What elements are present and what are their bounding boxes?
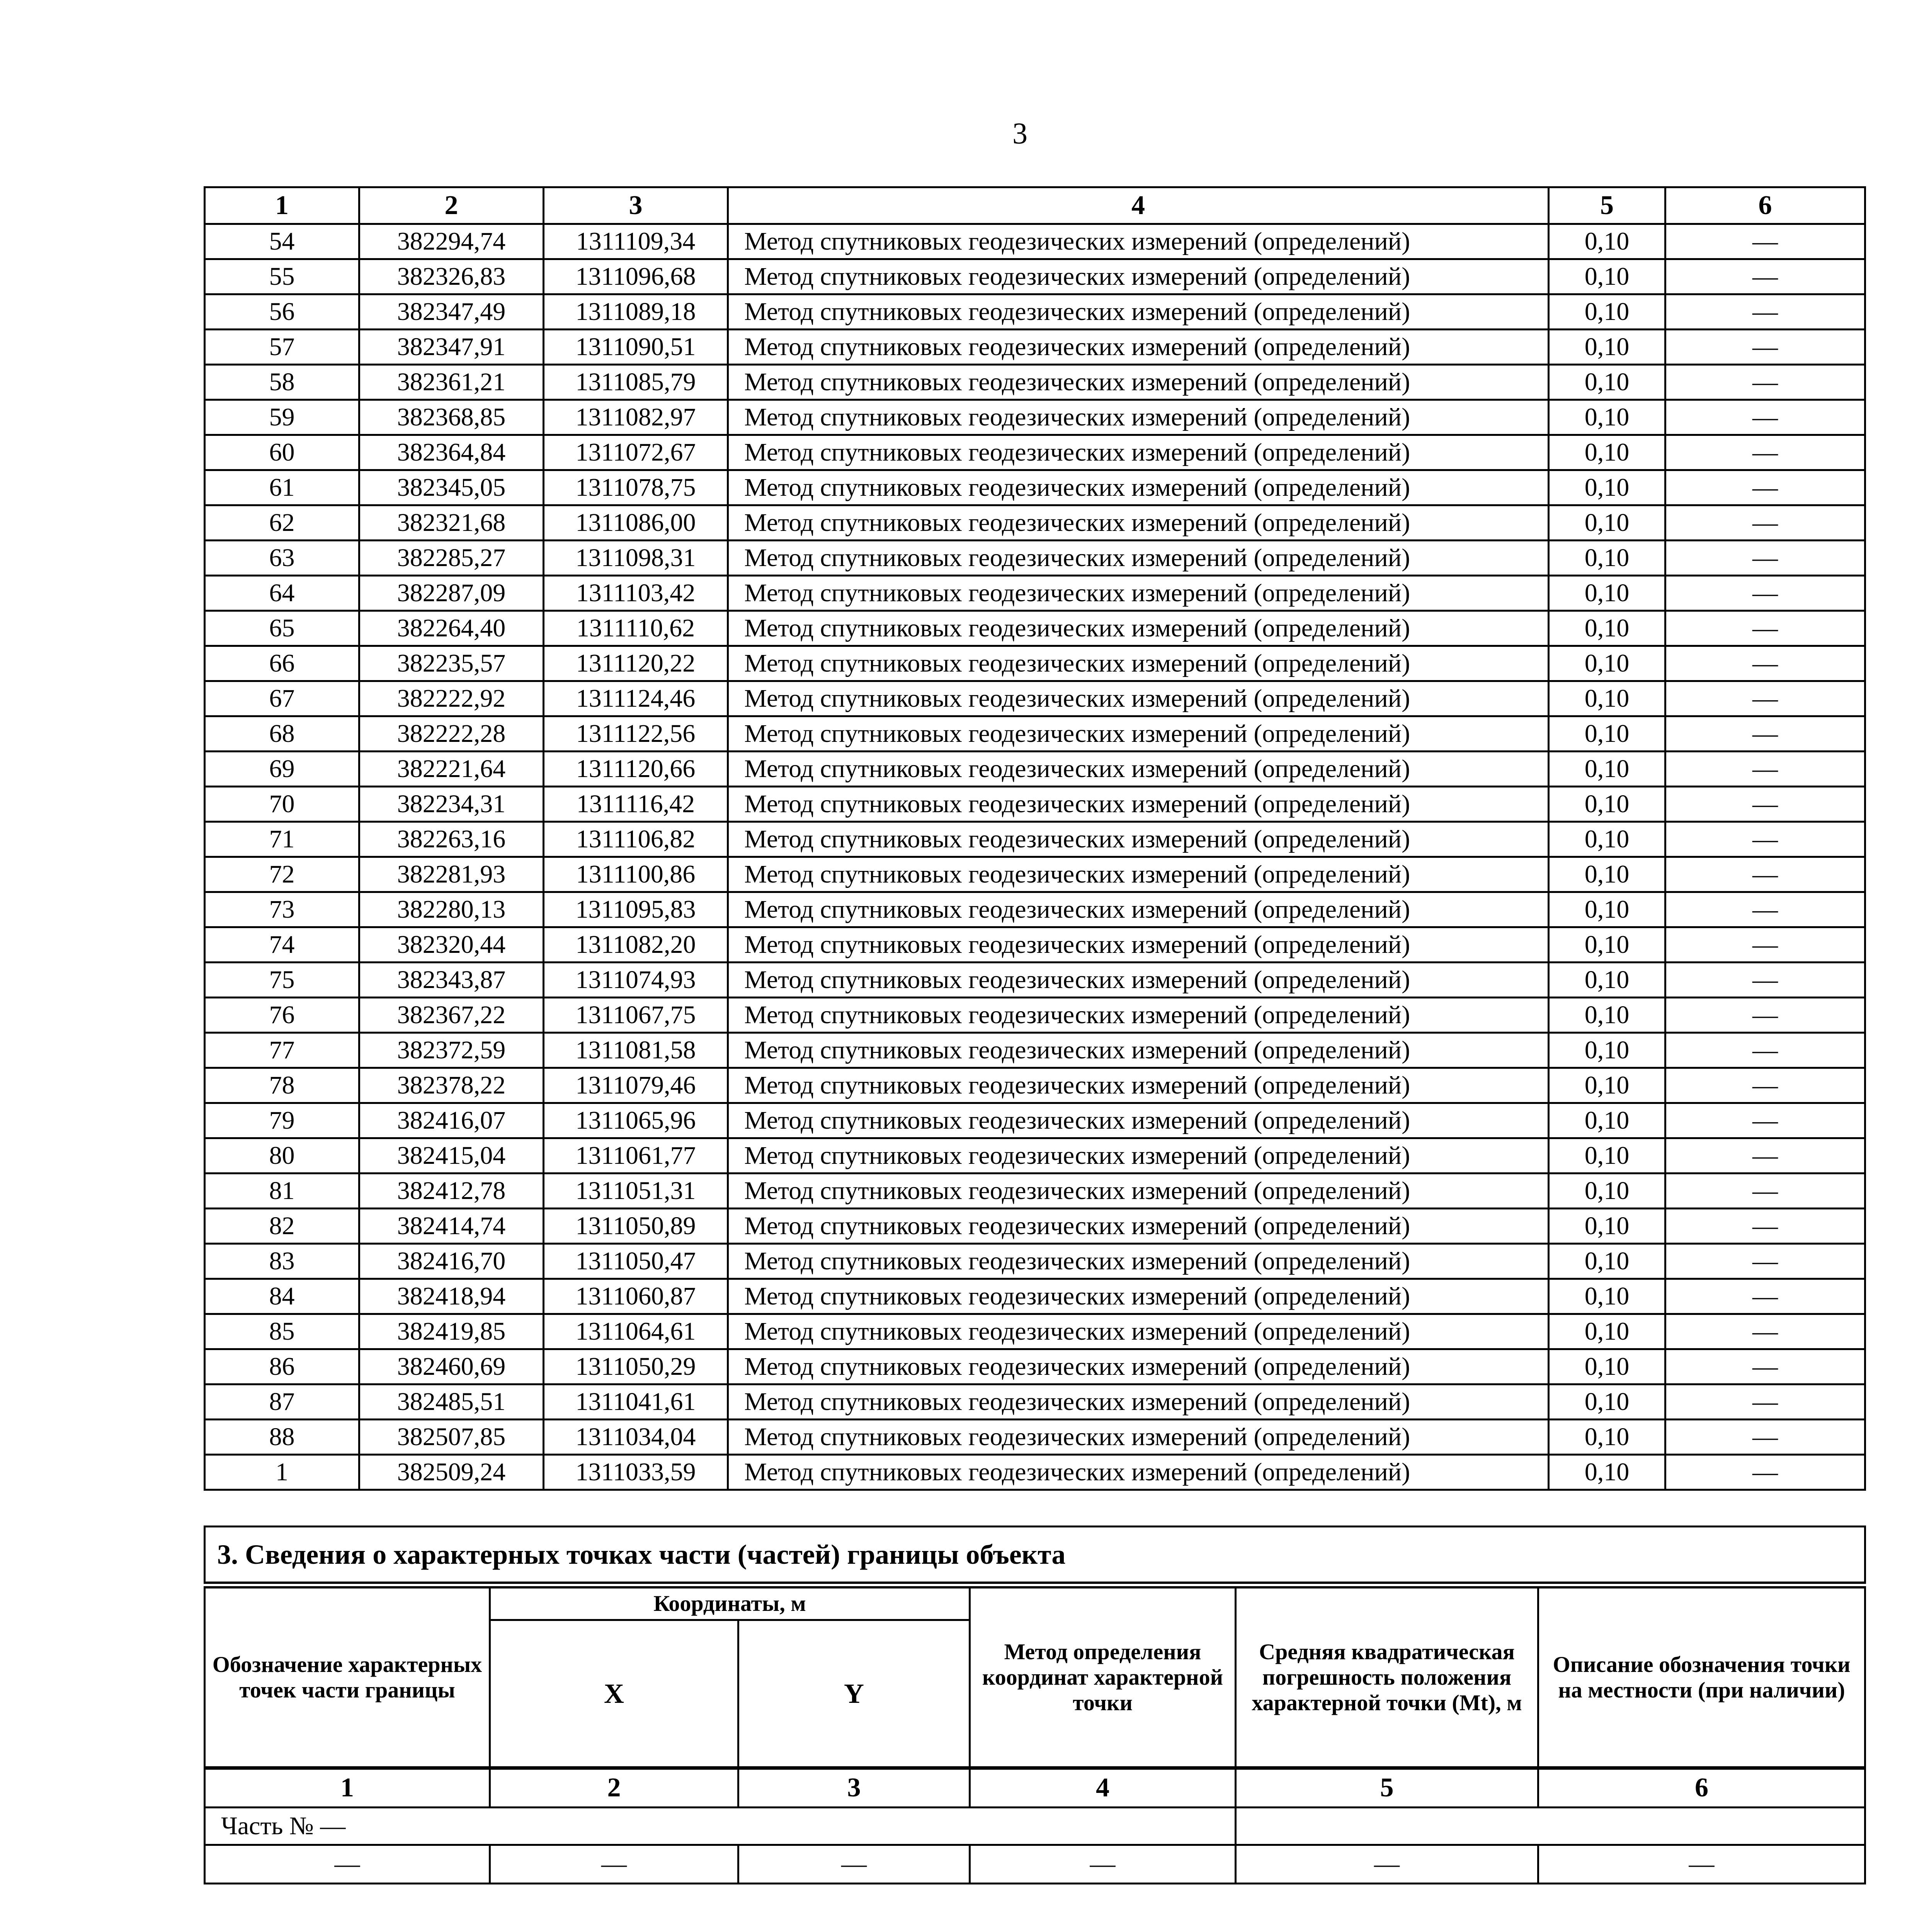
method: Метод спутниковых геодезических измерений (определений) (728, 470, 1549, 505)
accuracy: 0,10 (1549, 787, 1665, 822)
method: Метод спутниковых геодезических измерений (определений) (728, 505, 1549, 541)
description: — (1665, 1103, 1865, 1138)
coord-x: 382367,22 (359, 998, 544, 1033)
coord-x: 382507,85 (359, 1420, 544, 1455)
method: Метод спутниковых геодезических измерений (определений) (728, 1138, 1549, 1173)
coord-x: 382263,16 (359, 822, 544, 857)
coord-y: 1311098,31 (544, 541, 728, 576)
coord-x: 382281,93 (359, 857, 544, 892)
coord-y: 1311103,42 (544, 576, 728, 611)
method: Метод спутниковых геодезических измерений (определений) (728, 646, 1549, 681)
accuracy: 0,10 (1549, 927, 1665, 963)
point-number: 85 (205, 1314, 359, 1349)
table-cell: — (1538, 1845, 1865, 1883)
table-row (205, 1068, 1865, 1103)
table-row (205, 1033, 1865, 1068)
point-number: 67 (205, 681, 359, 716)
coord-x: 382460,69 (359, 1349, 544, 1384)
method: Метод спутниковых геодезических измерений (определений) (728, 1068, 1549, 1103)
column-number: 1 (205, 187, 359, 224)
description: — (1665, 365, 1865, 400)
method: Метод спутниковых геодезических измерений (определений) (728, 963, 1549, 998)
table-row (205, 927, 1865, 963)
accuracy: 0,10 (1549, 1314, 1665, 1349)
coord-x: 382364,84 (359, 435, 544, 470)
accuracy: 0,10 (1549, 1349, 1665, 1384)
method: Метод спутниковых геодезических измерений (определений) (728, 330, 1549, 365)
accuracy: 0,10 (1549, 752, 1665, 787)
table-row (205, 716, 1865, 752)
accuracy: 0,10 (1549, 1244, 1665, 1279)
coord-x: 382418,94 (359, 1279, 544, 1314)
description: — (1665, 1455, 1865, 1490)
description: — (1665, 857, 1865, 892)
column-number: 6 (1538, 1768, 1865, 1807)
method: Метод спутниковых геодезических измерений (определений) (728, 752, 1549, 787)
coord-y: 1311081,58 (544, 1033, 728, 1068)
description: — (1665, 681, 1865, 716)
accuracy: 0,10 (1549, 857, 1665, 892)
description: — (1665, 1384, 1865, 1420)
table-row (205, 1420, 1865, 1455)
description: — (1665, 470, 1865, 505)
column-number: 3 (738, 1768, 970, 1807)
coord-x: 382222,28 (359, 716, 544, 752)
description: — (1665, 541, 1865, 576)
point-number: 73 (205, 892, 359, 927)
table-row (205, 1173, 1865, 1209)
method: Метод спутниковых геодезических измерений (определений) (728, 224, 1549, 259)
table-row (205, 330, 1865, 365)
coord-y: 1311122,56 (544, 716, 728, 752)
header-designation: Обозначение характерных точек части границы (205, 1585, 490, 1768)
coord-x: 382287,09 (359, 576, 544, 611)
description: — (1665, 611, 1865, 646)
coord-x: 382320,44 (359, 927, 544, 963)
coord-x: 382264,40 (359, 611, 544, 646)
accuracy: 0,10 (1549, 1209, 1665, 1244)
method: Метод спутниковых геодезических измерений (определений) (728, 681, 1549, 716)
coord-x: 382285,27 (359, 541, 544, 576)
table-row (205, 822, 1865, 857)
method: Метод спутниковых геодезических измерений (определений) (728, 1209, 1549, 1244)
accuracy: 0,10 (1549, 892, 1665, 927)
coord-x: 382234,31 (359, 787, 544, 822)
coord-x: 382280,13 (359, 892, 544, 927)
description: — (1665, 1314, 1865, 1349)
coord-x: 382509,24 (359, 1455, 544, 1490)
table-row (205, 1138, 1865, 1173)
table-cell: — (490, 1845, 738, 1883)
description: — (1665, 576, 1865, 611)
coord-x: 382414,74 (359, 1209, 544, 1244)
column-number: 2 (359, 187, 544, 224)
column-number-row (205, 187, 1865, 224)
column-number: 4 (728, 187, 1549, 224)
point-number: 82 (205, 1209, 359, 1244)
coord-y: 1311100,86 (544, 857, 728, 892)
header-y: Y (738, 1620, 970, 1768)
column-number: 3 (544, 187, 728, 224)
coord-y: 1311082,20 (544, 927, 728, 963)
point-number: 63 (205, 541, 359, 576)
accuracy: 0,10 (1549, 400, 1665, 435)
coord-x: 382221,64 (359, 752, 544, 787)
description: — (1665, 752, 1865, 787)
coord-x: 382222,92 (359, 681, 544, 716)
coord-y: 1311050,47 (544, 1244, 728, 1279)
description: — (1665, 892, 1865, 927)
table-cell: — (205, 1845, 490, 1883)
coord-y: 1311050,89 (544, 1209, 728, 1244)
method: Метод спутниковых геодезических измерений (определений) (728, 1384, 1549, 1420)
method: Метод спутниковых геодезических измерений (определений) (728, 787, 1549, 822)
point-number: 58 (205, 365, 359, 400)
point-number: 77 (205, 1033, 359, 1068)
description: — (1665, 505, 1865, 541)
coord-y: 1311120,22 (544, 646, 728, 681)
accuracy: 0,10 (1549, 505, 1665, 541)
table-row (205, 1103, 1865, 1138)
accuracy: 0,10 (1549, 1279, 1665, 1314)
method: Метод спутниковых геодезических измерений (определений) (728, 1349, 1549, 1384)
column-number: 4 (970, 1768, 1236, 1807)
table-row (205, 857, 1865, 892)
coord-y: 1311090,51 (544, 330, 728, 365)
coord-x: 382343,87 (359, 963, 544, 998)
coord-x: 382361,21 (359, 365, 544, 400)
coord-x: 382347,49 (359, 294, 544, 330)
point-number: 65 (205, 611, 359, 646)
column-number: 1 (205, 1768, 490, 1807)
coord-y: 1311078,75 (544, 470, 728, 505)
point-number: 57 (205, 330, 359, 365)
table-row (205, 611, 1865, 646)
method: Метод спутниковых геодезических измерений (определений) (728, 294, 1549, 330)
accuracy: 0,10 (1549, 716, 1665, 752)
coord-y: 1311082,97 (544, 400, 728, 435)
header-accuracy: Средняя квадратическая погрешность положения характерной точки (Mt), м (1236, 1585, 1538, 1768)
accuracy: 0,10 (1549, 963, 1665, 998)
method: Метод спутниковых геодезических измерений (определений) (728, 435, 1549, 470)
coord-y: 1311089,18 (544, 294, 728, 330)
coord-x: 382416,70 (359, 1244, 544, 1279)
coord-y: 1311050,29 (544, 1349, 728, 1384)
section-title: 3. Сведения о характерных точках части (частей) границы объекта (205, 1527, 1865, 1585)
accuracy: 0,10 (1549, 294, 1665, 330)
point-number: 74 (205, 927, 359, 963)
accuracy: 0,10 (1549, 1173, 1665, 1209)
header-x: X (490, 1620, 738, 1768)
point-number: 60 (205, 435, 359, 470)
header-method: Метод определения координат характерной точки (970, 1585, 1236, 1768)
coord-y: 1311079,46 (544, 1068, 728, 1103)
method: Метод спутниковых геодезических измерений (определений) (728, 1455, 1549, 1490)
point-number: 62 (205, 505, 359, 541)
method: Метод спутниковых геодезических измерений (определений) (728, 1244, 1549, 1279)
coord-x: 382321,68 (359, 505, 544, 541)
point-number: 80 (205, 1138, 359, 1173)
part-empty-cell (1236, 1807, 1865, 1845)
description: — (1665, 1173, 1865, 1209)
coord-y: 1311072,67 (544, 435, 728, 470)
point-number: 1 (205, 1455, 359, 1490)
table-row (205, 365, 1865, 400)
header-coordinates: Координаты, м (490, 1585, 970, 1620)
accuracy: 0,10 (1549, 224, 1665, 259)
coord-x: 382347,91 (359, 330, 544, 365)
column-number: 2 (490, 1768, 738, 1807)
accuracy: 0,10 (1549, 541, 1665, 576)
method: Метод спутниковых геодезических измерений (определений) (728, 1420, 1549, 1455)
coord-x: 382416,07 (359, 1103, 544, 1138)
table-row (205, 1209, 1865, 1244)
table-row (205, 259, 1865, 294)
description: — (1665, 1279, 1865, 1314)
description: — (1665, 1138, 1865, 1173)
column-number: 6 (1665, 187, 1865, 224)
table-row (205, 646, 1865, 681)
table-row (205, 1349, 1865, 1384)
accuracy: 0,10 (1549, 681, 1665, 716)
point-number: 81 (205, 1173, 359, 1209)
method: Метод спутниковых геодезических измерений (определений) (728, 611, 1549, 646)
method: Метод спутниковых геодезических измерений (определений) (728, 1173, 1549, 1209)
page-bottom-margin (0, 1884, 1912, 1900)
table-row (205, 435, 1865, 470)
description: — (1665, 1068, 1865, 1103)
coord-y: 1311110,62 (544, 611, 728, 646)
point-number: 71 (205, 822, 359, 857)
table-row (205, 505, 1865, 541)
coord-y: 1311034,04 (544, 1420, 728, 1455)
point-number: 66 (205, 646, 359, 681)
method: Метод спутниковых геодезических измерений (определений) (728, 998, 1549, 1033)
point-number: 79 (205, 1103, 359, 1138)
method: Метод спутниковых геодезических измерений (определений) (728, 365, 1549, 400)
point-number: 55 (205, 259, 359, 294)
coord-y: 1311116,42 (544, 787, 728, 822)
coord-y: 1311033,59 (544, 1455, 728, 1490)
accuracy: 0,10 (1549, 435, 1665, 470)
accuracy: 0,10 (1549, 1138, 1665, 1173)
coord-y: 1311074,93 (544, 963, 728, 998)
accuracy: 0,10 (1549, 259, 1665, 294)
part-row (205, 1807, 1865, 1845)
accuracy: 0,10 (1549, 470, 1665, 505)
coord-x: 382235,57 (359, 646, 544, 681)
accuracy: 0,10 (1549, 365, 1665, 400)
coord-y: 1311041,61 (544, 1384, 728, 1420)
table-row (205, 1279, 1865, 1314)
point-number: 75 (205, 963, 359, 998)
accuracy: 0,10 (1549, 822, 1665, 857)
coord-x: 382372,59 (359, 1033, 544, 1068)
point-number: 59 (205, 400, 359, 435)
point-number: 78 (205, 1068, 359, 1103)
header-description: Описание обозначения точки на местности (при наличии) (1538, 1585, 1865, 1768)
point-number: 76 (205, 998, 359, 1033)
table-row (205, 541, 1865, 576)
coord-y: 1311096,68 (544, 259, 728, 294)
point-number: 84 (205, 1279, 359, 1314)
method: Метод спутниковых геодезических измерений (определений) (728, 1103, 1549, 1138)
description: — (1665, 927, 1865, 963)
table-cell: — (1236, 1845, 1538, 1883)
point-number: 64 (205, 576, 359, 611)
coord-y: 1311109,34 (544, 224, 728, 259)
method: Метод спутниковых геодезических измерений (определений) (728, 927, 1549, 963)
table-cell: — (970, 1845, 1236, 1883)
table-row (205, 224, 1865, 259)
table-row (205, 1455, 1865, 1490)
point-number: 54 (205, 224, 359, 259)
description: — (1665, 1349, 1865, 1384)
table-row (205, 400, 1865, 435)
method: Метод спутниковых геодезических измерений (определений) (728, 576, 1549, 611)
coord-y: 1311086,00 (544, 505, 728, 541)
coord-y: 1311067,75 (544, 998, 728, 1033)
table-row (205, 681, 1865, 716)
table-row (205, 576, 1865, 611)
table-cell: — (738, 1845, 970, 1883)
boundary-points-table (204, 186, 1866, 1491)
point-number: 87 (205, 1384, 359, 1420)
table-row (205, 998, 1865, 1033)
coord-x: 382345,05 (359, 470, 544, 505)
table-row (205, 294, 1865, 330)
description: — (1665, 716, 1865, 752)
description: — (1665, 224, 1865, 259)
accuracy: 0,10 (1549, 611, 1665, 646)
coord-y: 1311060,87 (544, 1279, 728, 1314)
coord-y: 1311124,46 (544, 681, 728, 716)
table-row (205, 892, 1865, 927)
column-number-row (205, 1768, 1865, 1807)
accuracy: 0,10 (1549, 576, 1665, 611)
description: — (1665, 646, 1865, 681)
accuracy: 0,10 (1549, 998, 1665, 1033)
description: — (1665, 998, 1865, 1033)
coord-x: 382485,51 (359, 1384, 544, 1420)
part-boundary-points-section (204, 1526, 1866, 1884)
point-number: 69 (205, 752, 359, 787)
coord-y: 1311065,96 (544, 1103, 728, 1138)
method: Метод спутниковых геодезических измерений (определений) (728, 716, 1549, 752)
point-number: 70 (205, 787, 359, 822)
point-number: 61 (205, 470, 359, 505)
coord-x: 382378,22 (359, 1068, 544, 1103)
table-row (205, 752, 1865, 787)
coord-y: 1311064,61 (544, 1314, 728, 1349)
table-row (205, 1384, 1865, 1420)
coord-y: 1311051,31 (544, 1173, 728, 1209)
method: Метод спутниковых геодезических измерений (определений) (728, 541, 1549, 576)
description: — (1665, 963, 1865, 998)
coord-y: 1311120,66 (544, 752, 728, 787)
description: — (1665, 259, 1865, 294)
coord-x: 382415,04 (359, 1138, 544, 1173)
description: — (1665, 1420, 1865, 1455)
coord-y: 1311095,83 (544, 892, 728, 927)
method: Метод спутниковых геодезических измерений (определений) (728, 400, 1549, 435)
point-number: 88 (205, 1420, 359, 1455)
accuracy: 0,10 (1549, 646, 1665, 681)
description: — (1665, 435, 1865, 470)
point-number: 56 (205, 294, 359, 330)
description: — (1665, 400, 1865, 435)
method: Метод спутниковых геодезических измерений (определений) (728, 1279, 1549, 1314)
accuracy: 0,10 (1549, 330, 1665, 365)
coord-y: 1311085,79 (544, 365, 728, 400)
method: Метод спутниковых геодезических измерений (определений) (728, 259, 1549, 294)
description: — (1665, 1209, 1865, 1244)
page-number: 3 (1012, 116, 1027, 150)
coord-x: 382326,83 (359, 259, 544, 294)
column-number: 5 (1549, 187, 1665, 224)
method: Метод спутниковых геодезических измерений (определений) (728, 1033, 1549, 1068)
point-number: 83 (205, 1244, 359, 1279)
description: — (1665, 787, 1865, 822)
table-row (205, 1314, 1865, 1349)
method: Метод спутниковых геодезических измерений (определений) (728, 892, 1549, 927)
table-row (205, 470, 1865, 505)
coord-x: 382368,85 (359, 400, 544, 435)
description: — (1665, 330, 1865, 365)
table-row (205, 1845, 1865, 1883)
accuracy: 0,10 (1549, 1455, 1665, 1490)
description: — (1665, 1244, 1865, 1279)
coord-x: 382412,78 (359, 1173, 544, 1209)
table-row (205, 963, 1865, 998)
accuracy: 0,10 (1549, 1068, 1665, 1103)
method: Метод спутниковых геодезических измерений (определений) (728, 1314, 1549, 1349)
accuracy: 0,10 (1549, 1420, 1665, 1455)
accuracy: 0,10 (1549, 1033, 1665, 1068)
coord-x: 382419,85 (359, 1314, 544, 1349)
coord-y: 1311061,77 (544, 1138, 728, 1173)
point-number: 86 (205, 1349, 359, 1384)
column-number: 5 (1236, 1768, 1538, 1807)
description: — (1665, 294, 1865, 330)
accuracy: 0,10 (1549, 1103, 1665, 1138)
method: Метод спутниковых геодезических измерений (определений) (728, 857, 1549, 892)
part-label: Часть № — (205, 1807, 1236, 1845)
coord-y: 1311106,82 (544, 822, 728, 857)
table-row (205, 787, 1865, 822)
coord-x: 382294,74 (359, 224, 544, 259)
description: — (1665, 1033, 1865, 1068)
point-number: 72 (205, 857, 359, 892)
method: Метод спутниковых геодезических измерений (определений) (728, 822, 1549, 857)
description: — (1665, 822, 1865, 857)
accuracy: 0,10 (1549, 1384, 1665, 1420)
point-number: 68 (205, 716, 359, 752)
table-row (205, 1244, 1865, 1279)
